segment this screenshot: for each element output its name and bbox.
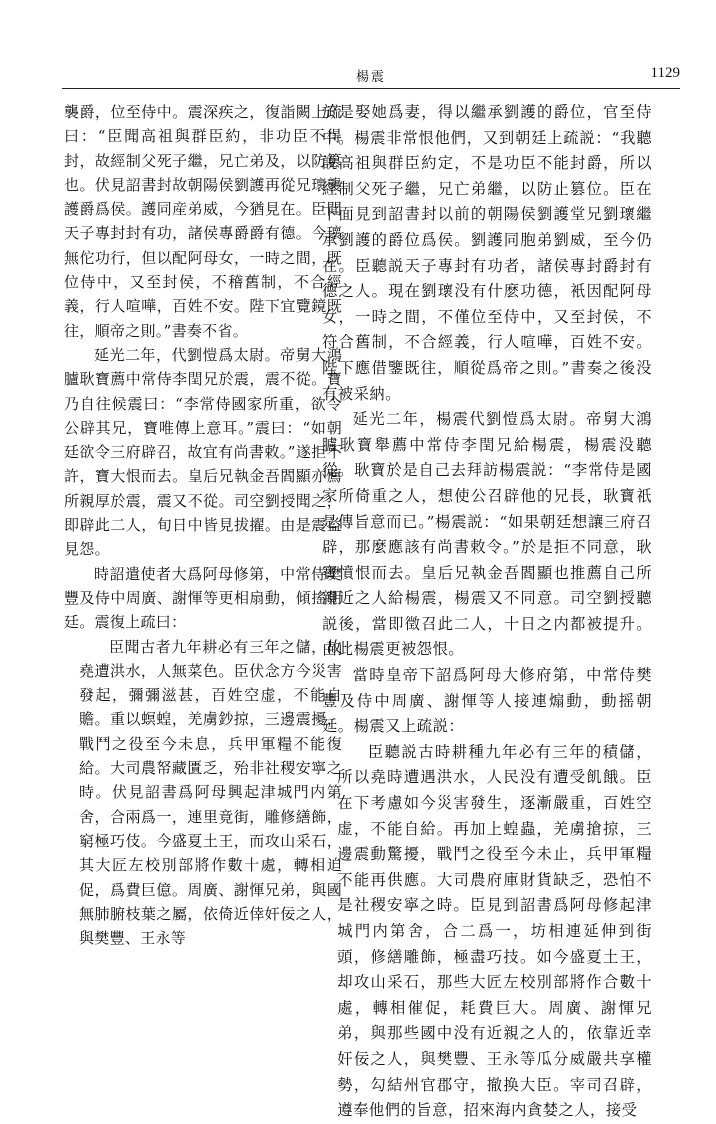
page-header [62, 64, 680, 86]
left-column-original-text [64, 100, 342, 980]
header-rule [62, 88, 680, 89]
right-paragraph-2: 延光二年，楊震代劉愷爲太尉。帝舅大鴻臚耿寶舉薦中常侍李閏兄給楊震，楊震没聽從。耿寶於是自己去拜訪楊震説：“李常侍是國家所倚重之人，想使公召辟他的兄長，耿寶祇是傳旨意而已。”楊震説：“如果朝廷想讓三府召辟，那麼應該有尚書敕令。”於是拒不同意，耿寶憤恨而去。皇后兄執金吾閻顯也推薦自己所親近之人給楊震，楊震又不同意。司空劉授聽説後，當即徵召此二人，十日之内都被提升。由此楊震更被怨恨。 [322, 410, 652, 659]
left-paragraph-1: 襲爵，位至侍中。震深疾之，復詣闕上疏曰：“臣聞高祖與群臣約，非功臣不得封，故經制父死子繼，兄亡弟及，以防篡也。伏見詔書封故朝陽侯劉護再從兄瓌襲護爵爲侯。護同産弟威，今猶見在。臣聞天子專封封有功，諸侯專爵爵有德。今瓌無佗功行，但以配阿母女，一時之間，既位侍中，又至封侯，不稽舊制，不合經義，行人喧嘩，百姓不安。陛下宜覽鏡既往，順帝之則。”書奏不省。 [64, 103, 342, 340]
left-paragraph-2: 延光二年，代劉愷爲太尉。帝舅大鴻臚耿寶薦中常侍李閏兄於震，震不從。寶乃自往候震曰：“李常侍國家所重，欲令公辟其兄，寶唯傳上意耳。”震曰：“如朝廷欲令三府辟召，故宜有尚書敕。”遂拒不許，寶大恨而去。皇后兄執金吾閻顯亦薦所親厚於震，震又不從。司空劉授聞之，即辟此二人，旬日中皆見拔擢。由是震益見怨。 [64, 345, 342, 559]
page-number: 1129 [650, 65, 680, 81]
right-column-translation [322, 100, 652, 1120]
left-memorial-quote: 臣聞古者九年耕必有三年之儲，故堯遭洪水，人無菜色。臣伏念方今災害發起，彌彌滋甚，百姓空虚，不能自贍。重以螟蝗，羌虜鈔掠，三邊震擾，戰鬥之役至今未息，兵甲軍糧不能復給。大司農帑藏匱乏，殆非社稷安寧之時。伏見詔書爲阿母興起津城門内第舍，合兩爲一，連里竟街，雕修繕飾，窮極巧伎。今盛夏土王，而攻山采石，其大匠左校別部將作數十處，轉相迫促，爲費巨億。周廣、謝惲兄弟，與國無肺腑枝葉之屬，依倚近倖奸佞之人，與樊豐、王永等 [79, 637, 342, 948]
right-paragraph-1: 於是娶她爲妻，得以繼承劉護的爵位，官至侍中。楊震非常恨他們，又到朝廷上疏説：“我聽説高祖與群臣約定，不是功臣不能封爵，所以經制父死子繼，兄亡弟繼，以防止篡位。臣在下面見到詔書封以前的朝陽侯劉護堂兄劉瓌繼承劉護的爵位爲侯。劉護同胞弟劉威，至今仍在。臣聽説天子專封有功者，諸侯專封爵封有德之人。現在劉瓌没有什麽功德，衹因配阿母女，一時之間，不僅位至侍中，又至封侯，不符合舊制，不合經義，行人喧嘩，百姓不安。陛下應借鑒既往，順從爲帝之則。”書奏之後没有被采納。 [322, 103, 652, 403]
right-paragraph-3: 當時皇帝下詔爲阿母大修府第，中常侍樊豐及侍中周廣、謝惲等人接連煽動，動摇朝廷。楊震又上疏説： [322, 666, 652, 736]
left-paragraph-3: 時詔遣使者大爲阿母修第，中常侍樊豐及侍中周廣、謝惲等更相扇動，傾搖朝廷。震復上疏曰： [64, 564, 342, 632]
running-title: 楊震 [355, 70, 386, 85]
right-memorial-quote: 臣聽説古時耕種九年必有三年的積儲，所以堯時遭遇洪水，人民没有遭受飢餓。臣在下考慮如今災害發生，逐漸嚴重，百姓空虚，不能自給。再加上蝗蟲，羌虜搶掠，三邊震動驚擾，戰鬥之役至今未止，兵甲軍糧不能再供應。大司農府庫財貨缺乏，恐怕不是社稷安寧之時。臣見到詔書爲阿母修起津城門内第舍，合二爲一，坊相連延伸到街頭，修繕雕飾，極盡巧技。如今盛夏土王，却攻山采石，那些大匠左校別部將作合數十處，轉相催促，耗費巨大。周廣、謝惲兄弟，與那些國中没有近親之人的，依靠近幸奸佞之人，與樊豐、王永等瓜分威嚴共享權勢，勾結州官郡守，撤换大臣。宰司召辟，遵奉他們的旨意，招來海内貪婪之人，接受 [337, 742, 652, 1120]
